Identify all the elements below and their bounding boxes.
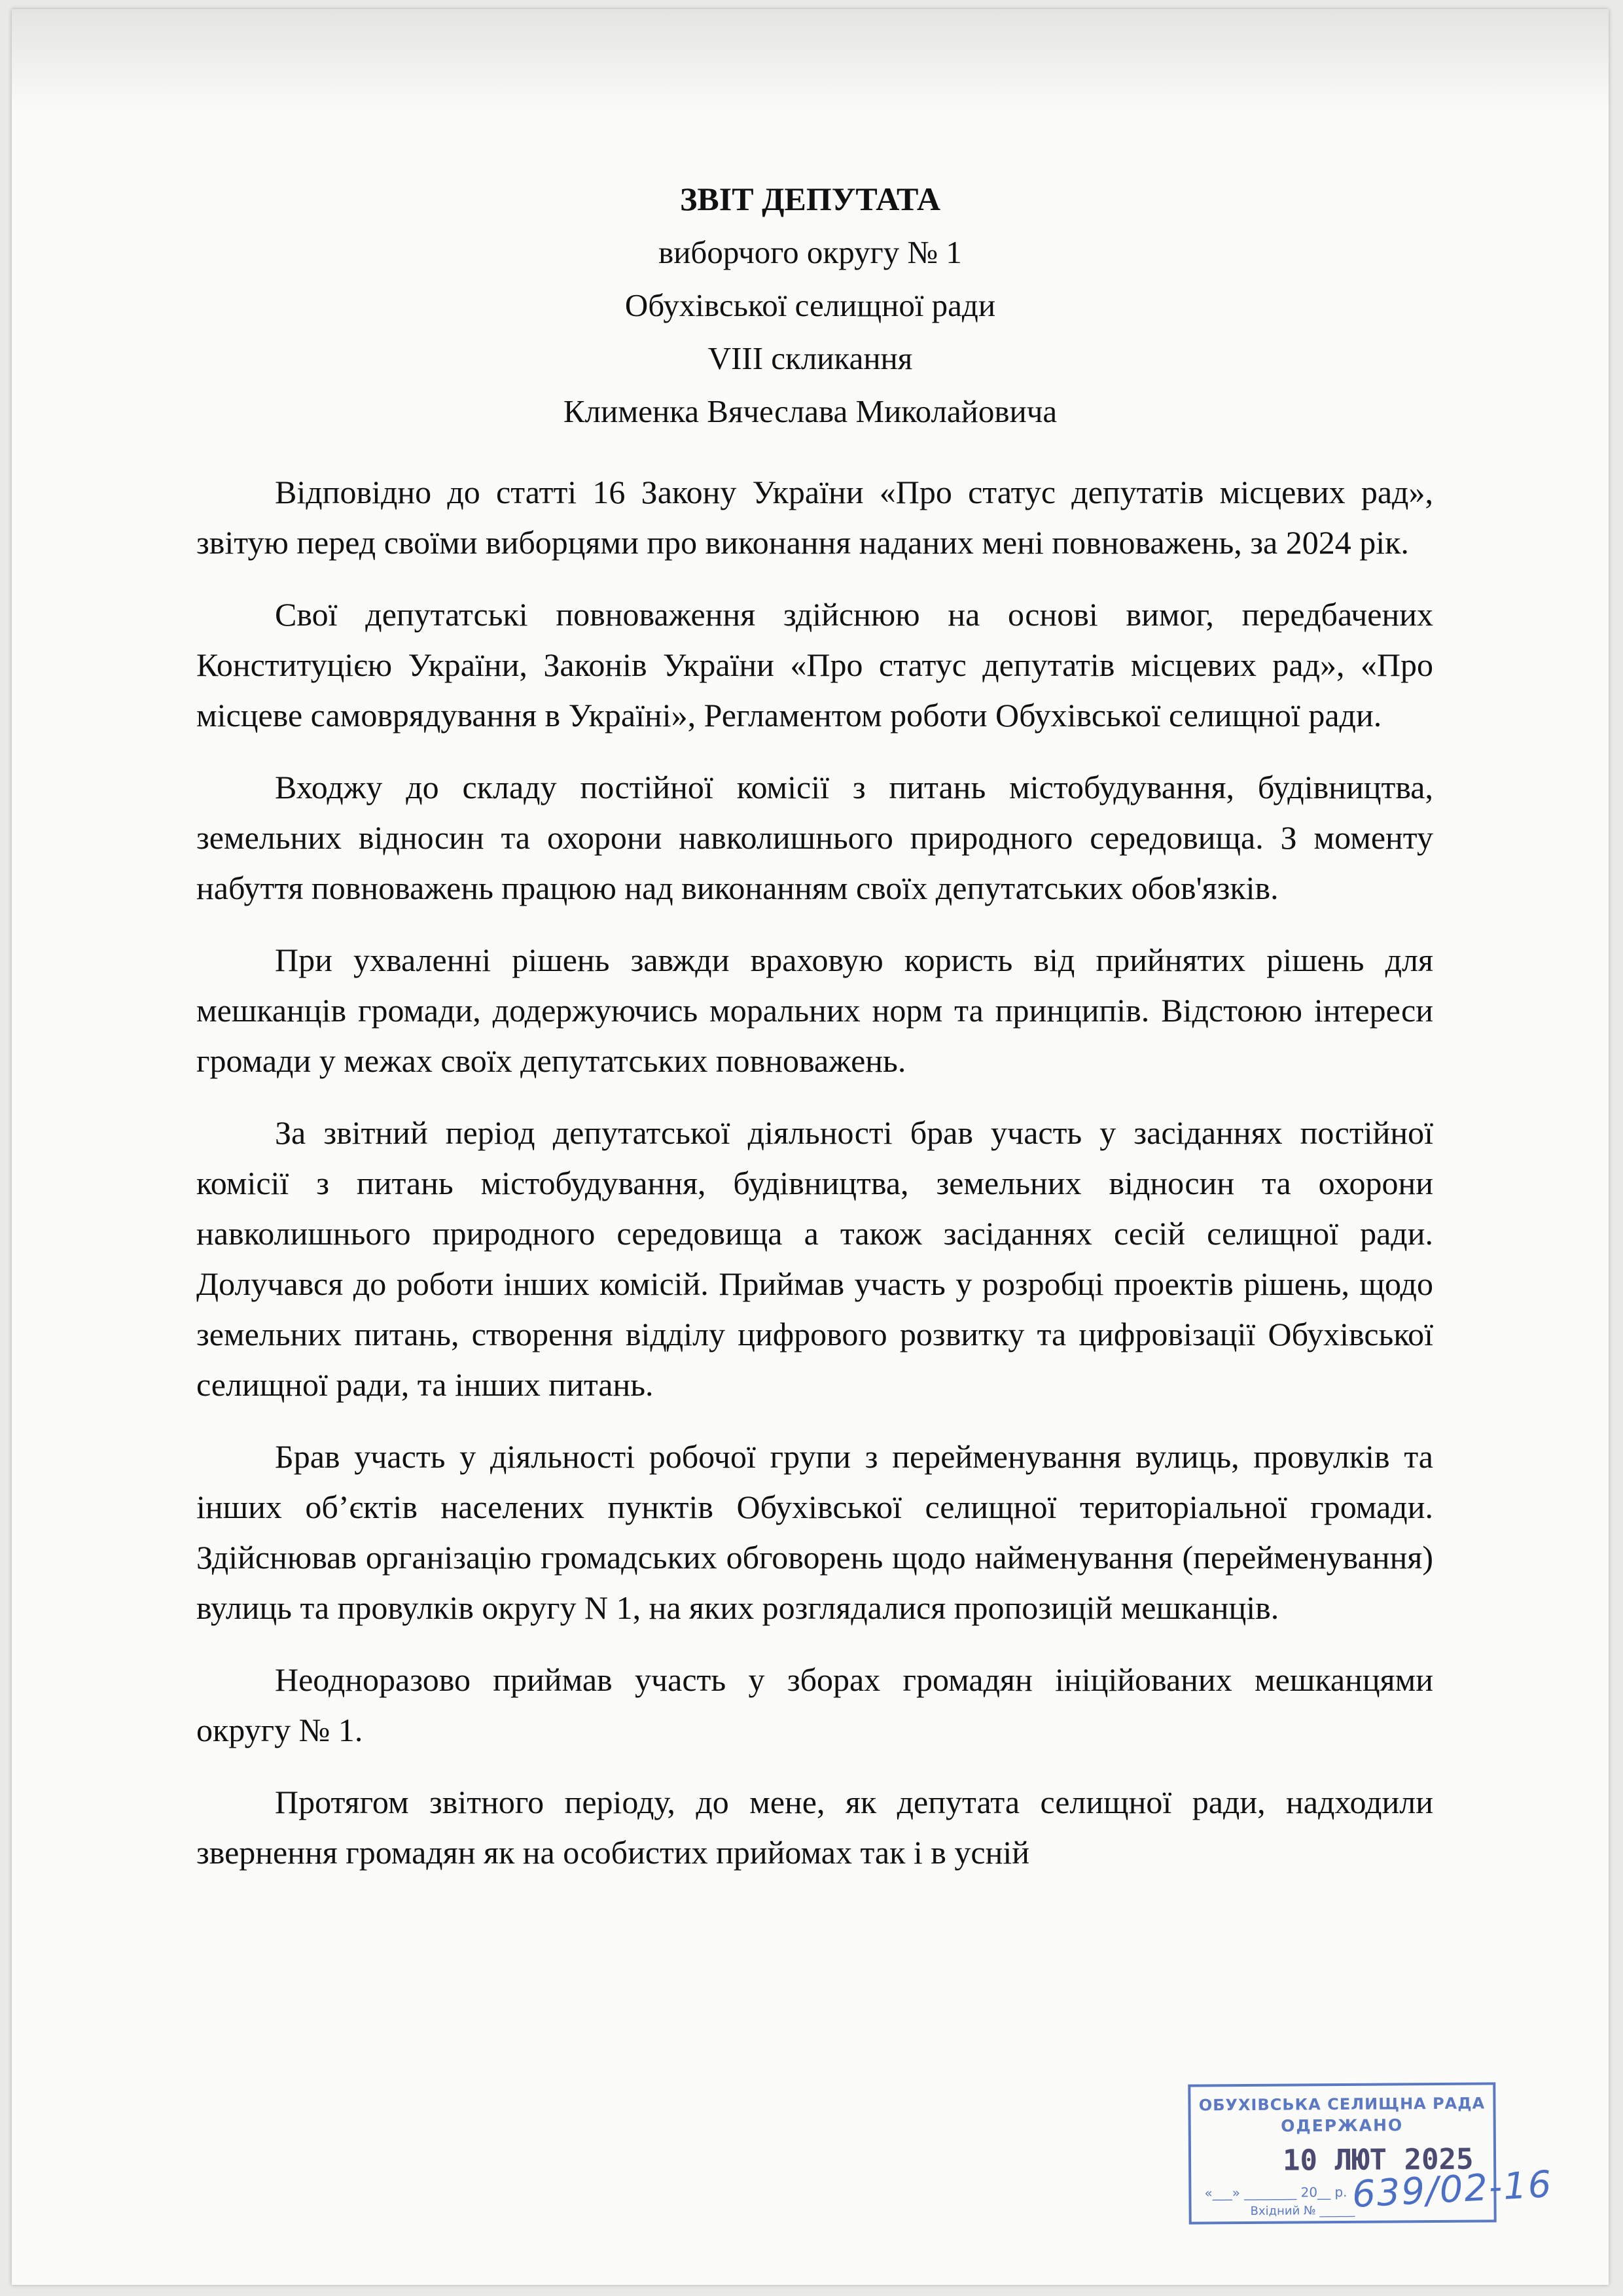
paragraph-5: За звітний період депутатської діяльності брав участь у засіданнях постійної комісії з питань містобудування, будівництва, земельних відносин та охорони навколишнього природного середовища а також засіданнях сесій селищної ради. Долучався до роботи інших комісій. Приймав участь у розробці проектів рішень, щодо земельних питань, створення відділу цифрового розвитку та цифровізації Обухівської селищної ради, та інших питань.	[196, 1114, 1433, 1403]
paragraph-6: Брав участь у діяльності робочої групи з перейменування вулиць, провулків та інших об’єктів населених пунктів Обухівської селищної територіальної громади. Здійснював організацію громадських обговорень щодо найменування (перейменування) вулиць та провулків округу N 1, на яких розглядалися пропозицій мешканців.	[196, 1438, 1433, 1626]
stamp-organization: ОБУХІВСЬКА СЕЛИЩНА РАДА	[1198, 2094, 1486, 2115]
stamp-date: 10 ЛЮТ 2025	[1282, 2142, 1474, 2178]
council-name: Обухівської селищної ради	[624, 287, 996, 323]
paragraph-2: Свої депутатські повноваження здійснюю на основі вимог, передбачених Конституцією України, Законів України «Про статус депутатів місцевих рад», «Про місцеве самоврядування в Україні», Регламентом роботи Обухівської селищної ради.	[196, 596, 1433, 733]
handwritten-registration-number: 639/02-16	[1351, 2163, 1554, 2216]
paragraph-7: Неодноразово приймав участь у зборах громадян ініційованих мешканцями округу № 1.	[196, 1661, 1433, 1748]
paragraph-8: Протягом звітного періоду, до мене, як депутата селищної ради, надходили звернення громадян як на особистих прийомах так і в усній	[196, 1784, 1433, 1871]
deputy-name: Клименка Вячеслава Миколайовича	[563, 393, 1058, 429]
stamp-status: ОДЕРЖАНО	[1281, 2115, 1404, 2136]
electoral-district: виборчого округу № 1	[658, 234, 962, 270]
report-header	[12, 173, 1609, 438]
paragraph-3: Входжу до складу постійної комісії з питань містобудування, будівництва, земельних відносин та охорони навколишнього природного середовища. З моменту набуття повноважень працюю над виконанням своїх депутатських обов'язків.	[196, 769, 1433, 906]
convocation: VIII скликання	[707, 340, 913, 376]
report-title: ЗВІТ ДЕПУТАТА	[680, 181, 940, 217]
stamp-incoming-number-line: Вхідний № ______	[1250, 2203, 1355, 2218]
report-body	[196, 467, 1433, 1899]
paragraph-4: При ухваленні рішень завжди враховую користь від прийнятих рішень для мешканців громади, додержуючись моральних норм та принципів. Відстоюю інтереси громади у межах своїх депутатських повноважень.	[196, 942, 1433, 1079]
scan-edge-shadow	[12, 9, 1609, 114]
stamp-date-line: «___» ________ 20__ р.	[1204, 2183, 1347, 2201]
document-page	[12, 9, 1609, 2285]
paragraph-1: Відповідно до статті 16 Закону України «Про статус депутатів місцевих рад», звітую перед своїми виборцями про виконання наданих мені повноважень, за 2024 рік.	[196, 474, 1433, 561]
